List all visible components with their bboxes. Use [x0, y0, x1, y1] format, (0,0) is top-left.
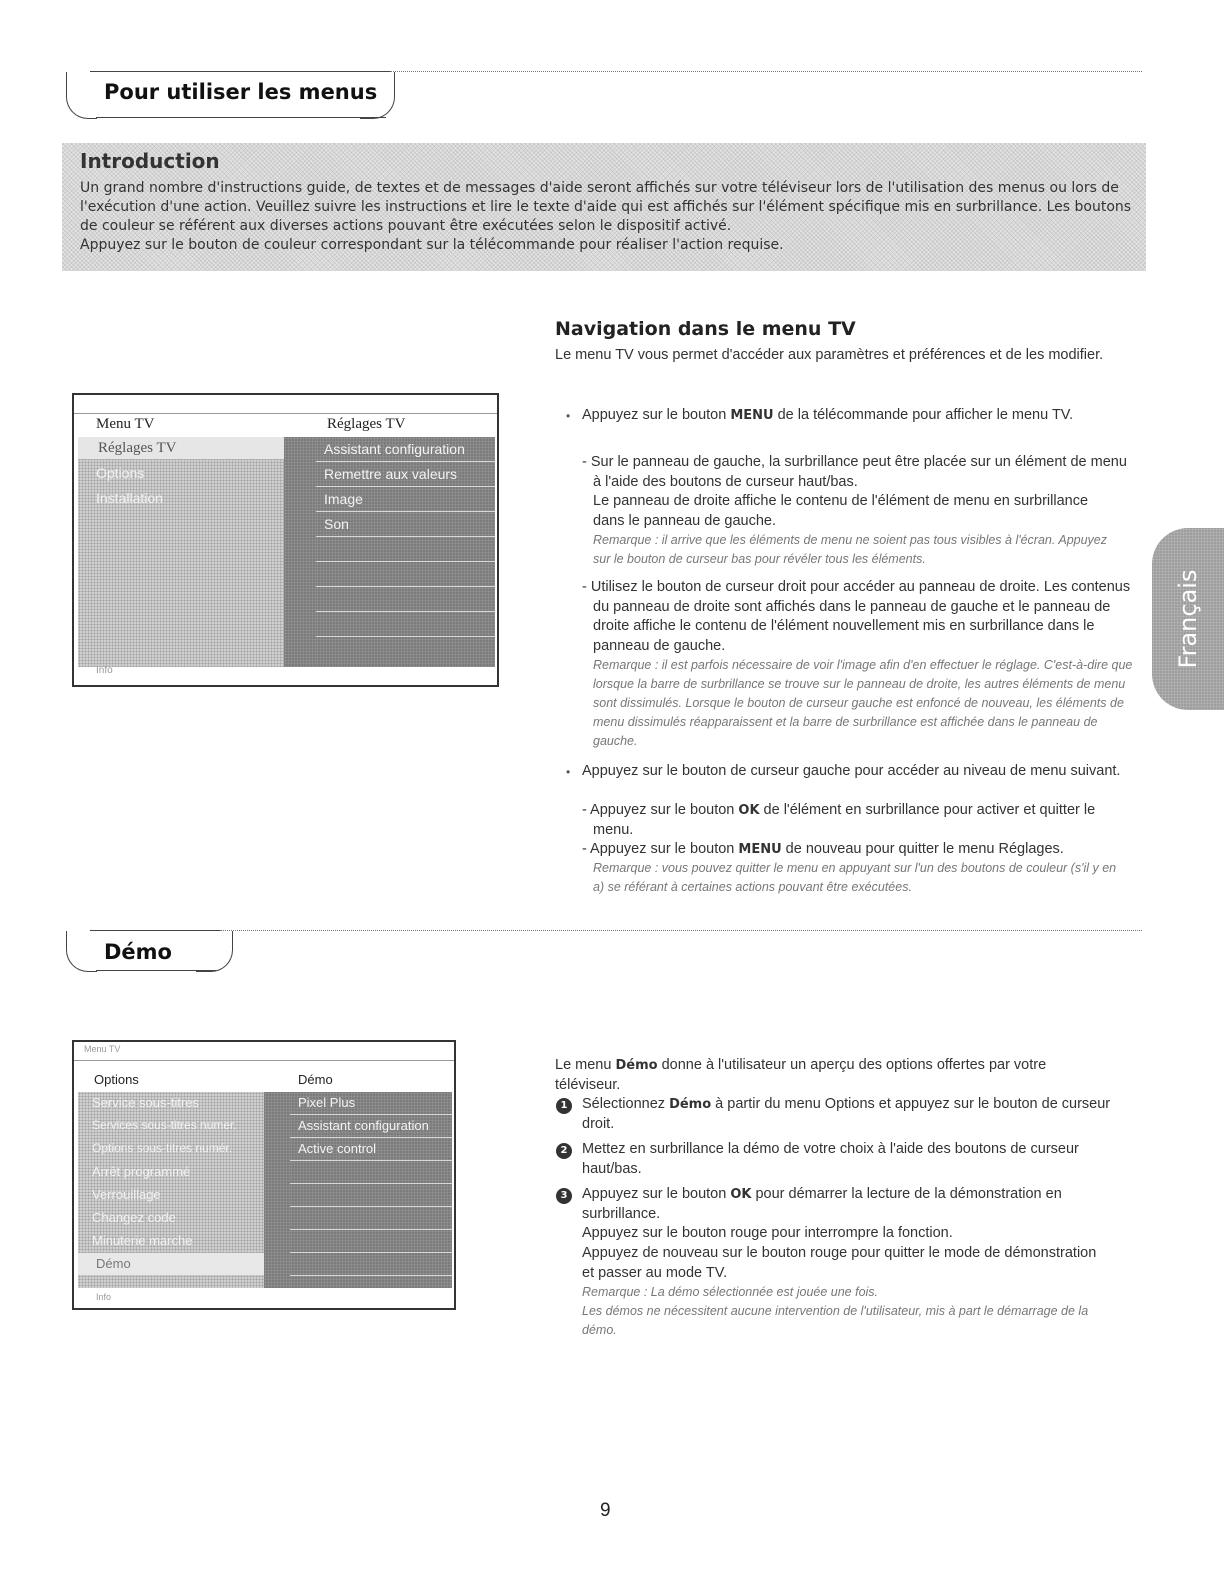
demo-step-3b: Appuyez sur le bouton rouge pour interrompre la fonction.: [582, 1225, 953, 1241]
navigation-intro: Le menu TV vous permet d'accéder aux paramètres et préférences et de les modifier.: [555, 347, 1104, 363]
navigation-detail-3: [582, 801, 1138, 840]
demo-intro-pre: Le menu: [555, 1057, 616, 1073]
intro-text: [80, 179, 1140, 255]
navigation-detail-2: - Utilisez le bouton de curseur droit pour accéder au panneau de droite. Les contenus du panneau de droite sont affichés dans le panneau de gauche et le panneau de droite affiche le contenu de l'élément nouvellement mis en surbrillance dans le panneau de gauche.: [582, 579, 1131, 654]
demo-note-1: Remarque : La démo sélectionnée est jouée une fois.: [582, 1285, 879, 1299]
s3-post: pour démarrer la lecture de la démonstration en surbrillance.: [582, 1186, 1062, 1222]
menu-tv-left-item-2[interactable]: Installation: [96, 490, 163, 506]
navigation-heading: Navigation dans le menu TV: [555, 318, 856, 340]
menu-tv-screen: [72, 393, 499, 687]
menu-tv-right-header: Réglages TV: [327, 416, 406, 432]
section-title-menus: Pour utiliser les menus: [104, 80, 378, 104]
menu-tv-left-item-0[interactable]: Réglages TV: [98, 440, 177, 456]
demo-right-empty-3: [290, 1207, 452, 1230]
menu-tv-right-empty-1: [316, 537, 495, 562]
page-number: 9: [600, 1500, 611, 1521]
navigation-detail-4: [582, 840, 1137, 860]
menu-tv-right-item-1[interactable]: Remettre aux valeurs: [316, 462, 495, 487]
d4-post: de nouveau pour quitter le menu Réglages.: [781, 841, 1064, 857]
menu-tv-left-header: Menu TV: [96, 416, 155, 432]
menu-tv-right-empty-2: [316, 562, 495, 587]
demo-intro: [555, 1056, 1115, 1095]
intro-box: [62, 143, 1146, 271]
demo-left-item-0[interactable]: Service sous-titres: [92, 1095, 199, 1110]
s3-pre: Appuyez sur le bouton: [582, 1186, 731, 1202]
navigation-detail-1b: Le panneau de droite affiche le contenu de l'élément de menu en surbrillance dans le panneau de gauche.: [593, 493, 1089, 529]
demo-left-item-2[interactable]: Options sous-titres numér.: [92, 1141, 233, 1155]
demo-left-item-3[interactable]: Arrêt programmé: [92, 1164, 191, 1179]
demo-left-item-1[interactable]: Services sous-titres numer.: [92, 1118, 237, 1132]
s1-pre: Sélectionnez: [582, 1096, 670, 1112]
demo-footer: Info: [96, 1292, 112, 1302]
section-divider-2: [220, 930, 1142, 931]
d3-pre: - Appuyez sur le bouton: [582, 802, 739, 818]
demo-right-item-2[interactable]: Active control: [290, 1138, 452, 1161]
demo-step-3c: Appuyez de nouveau sur le bouton rouge pour quitter le mode de démonstration et passer au mode TV.: [582, 1245, 1097, 1281]
navigation-note-2: Remarque : il est parfois nécessaire de voir l'image afin d'en effectuer le réglage. C'est-à-dire que lorsque la barre de surbrillance se trouve sur le panneau de droite, les autres éléments de menu sont dissimulés. Lorsque le bouton de curseur gauche est enfoncé de nouveau, les éléments de menu dissimulés réapparaissent et la barre de surbrillance est affichée dans le panneau de gauche.: [593, 658, 1133, 748]
demo-step-3: [582, 1185, 1142, 1224]
demo-left-item-4[interactable]: Verrouillage: [92, 1187, 161, 1202]
demo-step-1: [582, 1095, 1142, 1134]
d4-pre: - Appuyez sur le bouton: [582, 841, 739, 857]
section-2-tab-left: [66, 931, 97, 972]
demo-key: Démo: [615, 1058, 658, 1073]
intro-heading: Introduction: [80, 149, 220, 173]
screen-top-border: [74, 413, 497, 414]
s1-post: à partir du menu Options et appuyez sur le bouton de curseur droit.: [582, 1096, 1111, 1132]
demo-right-header: Démo: [298, 1072, 333, 1087]
menu-tv-footer: Info: [96, 665, 113, 676]
b1-pre: Appuyez sur le bouton: [582, 407, 731, 423]
demo-right-empty-4: [290, 1230, 452, 1253]
menu-tv-right-item-3[interactable]: Son: [316, 512, 495, 537]
menu-key: MENU: [730, 408, 774, 423]
demo-top-border: [74, 1060, 454, 1061]
menu-tv-right-empty-3: [316, 587, 495, 612]
menu-tv-right-panel-bar: [284, 437, 316, 667]
section-tab-left: [66, 72, 97, 119]
demo-right-panel-bar: [264, 1092, 290, 1288]
menu-tv-right-empty-4: [316, 612, 495, 637]
navigation-bullet-2: Appuyez sur le bouton de curseur gauche pour accéder au niveau de menu suivant.: [582, 763, 1121, 779]
section-2-tab-bottom: [96, 970, 216, 971]
navigation-detail-1: - Sur le panneau de gauche, la surbrillance peut être placée sur un élément de menu à l'aide des boutons de curseur haut/bas.: [582, 454, 1127, 490]
section-tab-bottom: [96, 117, 386, 118]
navigation-note-3: Remarque : vous pouvez quitter le menu en appuyant sur l'un des boutons de couleur (s'il y en a) se référant à certaines actions pouvant être exécutées.: [593, 861, 1117, 894]
navigation-bullet-1: [582, 406, 1127, 426]
bullet-2: •: [566, 765, 571, 779]
demo-right-item-0[interactable]: Pixel Plus: [290, 1092, 452, 1115]
menu-key-2: MENU: [738, 842, 782, 857]
section-divider-left: [90, 71, 390, 72]
language-side-tab-label: Français: [1174, 569, 1202, 669]
demo-left-item-7[interactable]: Démo: [96, 1256, 131, 1271]
section-2-tab-right: [196, 931, 233, 972]
d3-post: de l'élément en surbrillance pour activer et quitter le menu.: [593, 802, 1096, 838]
ok-key: OK: [738, 803, 760, 818]
navigation-note-1: Remarque : il arrive que les éléments de menu ne soient pas tous visibles à l'écran. Appuyez sur le bouton de curseur bas pour révéler tous les éléments.: [593, 533, 1108, 566]
s1-key: Démo: [669, 1097, 712, 1112]
intro-text-action: Appuyez sur le bouton de couleur correspondant sur la télécommande pour réaliser l'action requise.: [80, 237, 784, 253]
section-divider: [390, 71, 1142, 72]
menu-demo-screen: [72, 1040, 456, 1310]
section-title-demo: Démo: [104, 940, 172, 964]
demo-right-empty-1: [290, 1161, 452, 1184]
step-2-badge: 2: [556, 1143, 572, 1159]
demo-intro-post: donne à l'utilisateur un aperçu des options offertes par votre téléviseur.: [555, 1057, 1047, 1093]
demo-step-2: Mettez en surbrillance la démo de votre choix à l'aide des boutons de curseur haut/bas.: [582, 1141, 1079, 1177]
b1-post: de la télécommande pour afficher le menu TV.: [773, 407, 1074, 423]
menu-tv-right-item-2[interactable]: Image: [316, 487, 495, 512]
step-1-badge: 1: [556, 1098, 572, 1114]
demo-left-item-5[interactable]: Changez code: [92, 1210, 176, 1225]
menu-tv-left-item-1[interactable]: Options: [96, 465, 145, 481]
demo-right-empty-5: [290, 1253, 452, 1276]
step-3-badge: 3: [556, 1188, 572, 1204]
demo-top-label: Menu TV: [84, 1044, 121, 1054]
demo-left-header: Options: [94, 1072, 139, 1087]
demo-right-item-1[interactable]: Assistant configuration: [290, 1115, 452, 1138]
menu-tv-right-item-0[interactable]: Assistant configuration: [316, 437, 495, 462]
bullet-1: •: [566, 409, 571, 423]
demo-note-2: Les démos ne nécessitent aucune intervention de l'utilisateur, mis à part le démarrage de la démo.: [582, 1304, 1089, 1337]
s3-key: OK: [730, 1187, 752, 1202]
demo-left-item-6[interactable]: Minuterie marche: [92, 1233, 193, 1248]
language-side-tab: [1152, 528, 1224, 710]
intro-text-main: Un grand nombre d'instructions guide, de textes et de messages d'aide seront affichés sur votre téléviseur lors de l'utilisation des menus ou lors de l'exécution d'une action. Veuillez suivre les instructions et lire le texte d'aide qui est affichés sur l'élément spécifique mis en surbrillance. Les boutons de couleur se référent aux diverses actions pouvant être exécutées selon le dispositif activé.: [80, 180, 1132, 234]
demo-right-empty-2: [290, 1184, 452, 1207]
